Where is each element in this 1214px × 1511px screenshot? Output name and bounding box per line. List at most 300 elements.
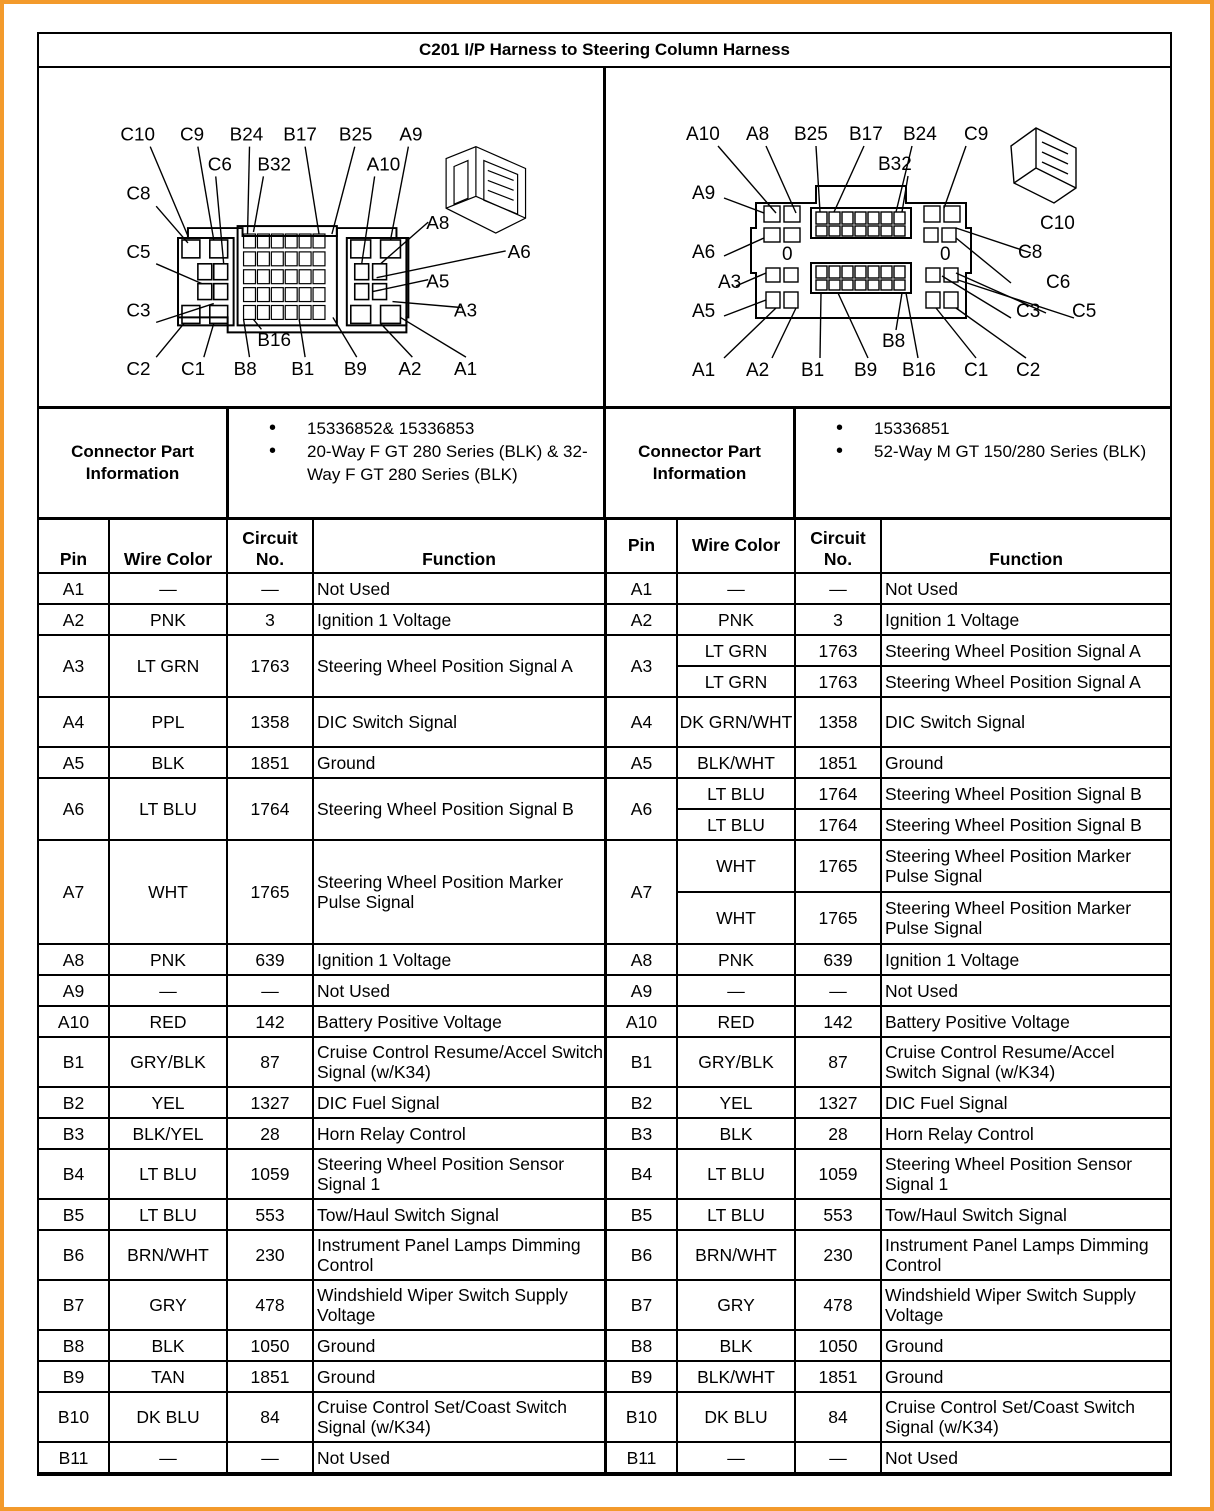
table-row <box>39 1361 606 1392</box>
wire-color-cell: LT BLU <box>109 1199 227 1230</box>
table-row <box>607 1006 1170 1037</box>
circuit-cell: — <box>227 1442 313 1473</box>
left-table-body <box>39 573 606 1473</box>
table-row <box>607 1037 1170 1087</box>
wire-color-cell: LT BLU <box>677 809 795 840</box>
pin-label: C10 <box>1040 213 1075 234</box>
list-item: • 15336851 <box>796 417 1170 440</box>
pin-cell: A2 <box>39 604 109 635</box>
table-row <box>39 1118 606 1149</box>
circuit-cell: 553 <box>795 1199 881 1230</box>
right-connector-drawing <box>606 68 1170 406</box>
circuit-cell: 1851 <box>795 1361 881 1392</box>
pin-cell: A6 <box>39 778 109 840</box>
function-cell: Ground <box>313 1361 606 1392</box>
pin-cell: A4 <box>39 697 109 747</box>
circuit-cell: — <box>227 975 313 1006</box>
pin-label: C2 <box>126 358 151 380</box>
pin-cell: B4 <box>607 1149 677 1199</box>
pin-cell: B10 <box>39 1392 109 1442</box>
table-row <box>607 1149 1170 1199</box>
pin-label: B25 <box>338 123 373 145</box>
function-cell: Ground <box>881 1361 1170 1392</box>
right-part-info <box>606 409 1170 517</box>
circuit-cell: 3 <box>795 604 881 635</box>
circuit-cell: 1059 <box>795 1149 881 1199</box>
list-item: • 20-Way F GT 280 Series (BLK) & 32-Way F GT 280 Series (BLK) <box>229 440 603 486</box>
circuit-cell: 1358 <box>227 697 313 747</box>
function-cell: Windshield Wiper Switch Supply Voltage <box>313 1280 606 1330</box>
table-row <box>607 1330 1170 1361</box>
pin-label: C6 <box>1046 272 1071 293</box>
circuit-cell: 87 <box>795 1037 881 1087</box>
circuit-cell: 230 <box>795 1230 881 1280</box>
circuit-cell: 478 <box>227 1280 313 1330</box>
wire-color-cell: BRN/WHT <box>109 1230 227 1280</box>
wire-color-cell: LT BLU <box>109 1149 227 1199</box>
wire-color-cell: PPL <box>109 697 227 747</box>
pin-label: C3 <box>126 299 151 321</box>
table-row <box>39 1280 606 1330</box>
pin-cell: A1 <box>39 573 109 604</box>
pin-label: A1 <box>692 360 716 381</box>
pin-label: B16 <box>902 360 936 381</box>
circuit-cell: 1851 <box>227 747 313 778</box>
circuit-cell: 1763 <box>795 666 881 697</box>
connector-part-info <box>39 409 1170 520</box>
function-cell: Not Used <box>313 975 606 1006</box>
wire-color-cell: LT GRN <box>677 666 795 697</box>
wire-color-cell: GRY/BLK <box>109 1037 227 1087</box>
table-row <box>39 1392 606 1442</box>
table-row <box>39 1330 606 1361</box>
wire-color-cell: PNK <box>109 604 227 635</box>
pin-label: A9 <box>692 183 716 204</box>
function-cell: Steering Wheel Position Marker Pulse Signal <box>313 840 606 944</box>
circuit-cell: 1851 <box>795 747 881 778</box>
function-cell: Not Used <box>881 1442 1170 1473</box>
table-row <box>607 892 1170 944</box>
function-cell: Windshield Wiper Switch Supply Voltage <box>881 1280 1170 1330</box>
right-table-body <box>607 573 1170 1473</box>
pin-cell: A10 <box>607 1006 677 1037</box>
list-item: • 52-Way M GT 150/280 Series (BLK) <box>796 440 1170 463</box>
pin-label: B17 <box>849 124 883 145</box>
pin-label: B25 <box>794 124 828 145</box>
pin-cell: B1 <box>607 1037 677 1087</box>
table-row <box>607 747 1170 778</box>
function-cell: Ground <box>313 1330 606 1361</box>
table-row <box>607 1230 1170 1280</box>
wire-color-cell: LT GRN <box>109 635 227 697</box>
function-cell: Ground <box>881 1330 1170 1361</box>
circuit-cell: 553 <box>227 1199 313 1230</box>
circuit-cell: 3 <box>227 604 313 635</box>
right-part-info-list <box>796 409 1170 517</box>
pin-cell: B5 <box>607 1199 677 1230</box>
pin-label: C8 <box>126 182 151 204</box>
table-row <box>39 975 606 1006</box>
pin-cell: B6 <box>607 1230 677 1280</box>
function-cell: Cruise Control Resume/Accel Switch Signal (w/K34) <box>881 1037 1170 1087</box>
wire-color-cell: WHT <box>677 892 795 944</box>
wire-color-cell: YEL <box>677 1087 795 1118</box>
pin-label: A8 <box>426 212 450 234</box>
pin-cell: A7 <box>39 840 109 944</box>
pin-cell: A2 <box>607 604 677 635</box>
function-cell: Tow/Haul Switch Signal <box>313 1199 606 1230</box>
pin-label: B24 <box>229 123 264 145</box>
pin-cell: B9 <box>607 1361 677 1392</box>
pin-cell: A8 <box>39 944 109 975</box>
function-cell: Cruise Control Set/Coast Switch Signal (w/K34) <box>313 1392 606 1442</box>
left-pinout-table <box>39 520 607 1474</box>
circuit-cell: 1763 <box>795 635 881 666</box>
wire-color-cell: LT BLU <box>677 1149 795 1199</box>
function-cell: Not Used <box>881 573 1170 604</box>
pinout-tables <box>39 520 1170 1474</box>
table-row <box>607 840 1170 892</box>
wire-color-cell: TAN <box>109 1361 227 1392</box>
wire-color-cell: DK BLU <box>677 1392 795 1442</box>
pin-label: B9 <box>854 360 878 381</box>
pin-cell: A5 <box>607 747 677 778</box>
pin-cell: A4 <box>607 697 677 747</box>
pin-cell: A6 <box>607 778 677 840</box>
pin-label: A3 <box>454 299 478 321</box>
circuit-cell: 1765 <box>795 892 881 944</box>
table-row <box>39 1149 606 1199</box>
wire-color-cell: WHT <box>109 840 227 944</box>
table-row <box>39 944 606 975</box>
pin-cell: B11 <box>607 1442 677 1473</box>
table-row <box>607 809 1170 840</box>
part-info-label: Connector Part Information <box>606 409 796 517</box>
function-cell: Steering Wheel Position Signal A <box>881 666 1170 697</box>
circuit-cell: 1851 <box>227 1361 313 1392</box>
list-item: • 15336852& 15336853 <box>229 417 603 440</box>
table-row <box>39 1230 606 1280</box>
pin-label: A6 <box>507 240 531 262</box>
function-cell: Steering Wheel Position Signal B <box>881 809 1170 840</box>
wire-color-cell: RED <box>109 1006 227 1037</box>
pin-label: A5 <box>692 301 716 322</box>
function-cell: Steering Wheel Position Signal A <box>881 635 1170 666</box>
table-header-row <box>39 520 606 573</box>
pin-cell: A8 <box>607 944 677 975</box>
wire-color-cell: BLK <box>109 747 227 778</box>
function-cell: Ignition 1 Voltage <box>881 604 1170 635</box>
wire-color-header: Wire Color <box>109 520 227 573</box>
pin-header: Pin <box>39 520 109 573</box>
pin-cell: B4 <box>39 1149 109 1199</box>
table-row <box>607 604 1170 635</box>
wire-color-cell: — <box>677 975 795 1006</box>
pin-cell: B8 <box>607 1330 677 1361</box>
pin-label: A2 <box>398 358 422 380</box>
circuit-cell: 1358 <box>795 697 881 747</box>
circuit-cell: 1765 <box>227 840 313 944</box>
function-cell: Ignition 1 Voltage <box>881 944 1170 975</box>
wire-color-cell: — <box>109 1442 227 1473</box>
table-row <box>607 1118 1170 1149</box>
table-row <box>39 604 606 635</box>
circuit-cell: 87 <box>227 1037 313 1087</box>
wire-color-cell: — <box>109 975 227 1006</box>
pin-label: B1 <box>291 358 315 380</box>
pin-label: C5 <box>126 240 151 262</box>
circuit-header: Circuit No. <box>227 520 313 573</box>
function-cell: Cruise Control Resume/Accel Switch Signal (w/K34) <box>313 1037 606 1087</box>
circuit-cell: 230 <box>227 1230 313 1280</box>
function-cell: Steering Wheel Position Signal A <box>313 635 606 697</box>
table-row <box>39 840 606 944</box>
table-row <box>39 697 606 747</box>
pin-cell: A5 <box>39 747 109 778</box>
circuit-cell: 1764 <box>227 778 313 840</box>
pin-label: B1 <box>801 360 825 381</box>
wire-color-cell: BLK <box>677 1330 795 1361</box>
wire-color-cell: WHT <box>677 840 795 892</box>
circuit-cell: 1765 <box>795 840 881 892</box>
pin-cell: B9 <box>39 1361 109 1392</box>
circuit-cell: 1059 <box>227 1149 313 1199</box>
circuit-cell: 639 <box>227 944 313 975</box>
pin-cell: B10 <box>607 1392 677 1442</box>
wire-color-cell: YEL <box>109 1087 227 1118</box>
circuit-cell: 142 <box>795 1006 881 1037</box>
table-row <box>39 1087 606 1118</box>
function-cell: DIC Switch Signal <box>313 697 606 747</box>
table-row <box>39 1199 606 1230</box>
circuit-cell: — <box>795 975 881 1006</box>
function-cell: Battery Positive Voltage <box>313 1006 606 1037</box>
right-pinout-table <box>607 520 1170 1474</box>
pin-label: C9 <box>179 123 205 145</box>
left-part-info <box>39 409 606 517</box>
wire-color-cell: PNK <box>677 944 795 975</box>
pin-label: C5 <box>1072 301 1097 322</box>
circuit-cell: 1764 <box>795 778 881 809</box>
wire-color-cell: LT GRN <box>677 635 795 666</box>
pin-label: C2 <box>1016 360 1041 381</box>
pin-cell: A7 <box>607 840 677 944</box>
wire-color-cell: BLK/YEL <box>109 1118 227 1149</box>
function-cell: Horn Relay Control <box>881 1118 1170 1149</box>
wire-color-cell: — <box>677 1442 795 1473</box>
pin-label: B17 <box>283 123 317 145</box>
wire-color-cell: DK GRN/WHT <box>677 697 795 747</box>
function-cell: Ignition 1 Voltage <box>313 604 606 635</box>
pin-label: A9 <box>399 123 423 145</box>
function-cell: Ground <box>881 747 1170 778</box>
wire-color-cell: LT BLU <box>677 1199 795 1230</box>
function-cell: Steering Wheel Position Signal B <box>313 778 606 840</box>
function-cell: DIC Fuel Signal <box>881 1087 1170 1118</box>
pin-cell: B2 <box>607 1087 677 1118</box>
pin-label: A6 <box>692 242 716 263</box>
pin-cell: B1 <box>39 1037 109 1087</box>
pin-label: C6 <box>207 153 232 175</box>
pin-cell: B7 <box>607 1280 677 1330</box>
wire-color-header: Wire Color <box>677 520 795 573</box>
table-row <box>607 1392 1170 1442</box>
circuit-header: Circuit No. <box>795 520 881 573</box>
pin-label: B16 <box>257 329 292 351</box>
circuit-cell: — <box>795 573 881 604</box>
wire-color-cell: GRY/BLK <box>677 1037 795 1087</box>
pin-label: A2 <box>746 360 770 381</box>
wire-color-cell: LT BLU <box>677 778 795 809</box>
pin-label: B8 <box>233 358 257 380</box>
function-header: Function <box>313 520 606 573</box>
wire-color-cell: BRN/WHT <box>677 1230 795 1280</box>
pin-cell: B3 <box>607 1118 677 1149</box>
pin-label: B9 <box>343 358 367 380</box>
table-row <box>39 635 606 697</box>
part-info-label: Connector Part Information <box>39 409 229 517</box>
wire-color-cell: — <box>677 573 795 604</box>
right-pin-labels <box>686 124 1096 381</box>
function-cell: Instrument Panel Lamps Dimming Control <box>881 1230 1170 1280</box>
pin-cell: B8 <box>39 1330 109 1361</box>
wire-color-cell: PNK <box>109 944 227 975</box>
wire-color-cell: BLK/WHT <box>677 1361 795 1392</box>
function-cell: Ground <box>313 747 606 778</box>
pin-label: C9 <box>964 124 989 145</box>
wire-color-cell: — <box>109 573 227 604</box>
wire-color-cell: BLK/WHT <box>677 747 795 778</box>
function-header: Function <box>881 520 1170 573</box>
circuit-cell: 478 <box>795 1280 881 1330</box>
pin-label: 0 <box>782 244 793 265</box>
circuit-cell: 1050 <box>227 1330 313 1361</box>
circuit-cell: 1763 <box>227 635 313 697</box>
function-cell: Not Used <box>881 975 1170 1006</box>
connector-diagram-right <box>606 68 1170 406</box>
wire-color-cell: LT BLU <box>109 778 227 840</box>
pin-label: B8 <box>882 331 906 352</box>
pin-label: A8 <box>746 124 770 145</box>
pin-label: 0 <box>940 244 951 265</box>
table-row <box>607 975 1170 1006</box>
wire-color-cell: RED <box>677 1006 795 1037</box>
table-row <box>607 635 1170 666</box>
table-row <box>607 1442 1170 1473</box>
pin-cell: B2 <box>39 1087 109 1118</box>
function-cell: Ignition 1 Voltage <box>313 944 606 975</box>
circuit-cell: 1764 <box>795 809 881 840</box>
circuit-cell: 1050 <box>795 1330 881 1361</box>
table-row <box>607 573 1170 604</box>
table-row <box>39 1037 606 1087</box>
table-row <box>39 1006 606 1037</box>
left-connector-drawing <box>39 68 603 406</box>
pin-label: B32 <box>878 154 912 175</box>
circuit-cell: 28 <box>227 1118 313 1149</box>
pinout-document <box>37 32 1172 1476</box>
connector-diagrams <box>39 68 1170 409</box>
table-row <box>39 778 606 840</box>
pin-label: A3 <box>718 272 742 293</box>
circuit-cell: 84 <box>795 1392 881 1442</box>
function-cell: Steering Wheel Position Signal B <box>881 778 1170 809</box>
table-row <box>39 747 606 778</box>
pin-cell: B5 <box>39 1199 109 1230</box>
function-cell: Battery Positive Voltage <box>881 1006 1170 1037</box>
document-title: C201 I/P Harness to Steering Column Harness <box>39 34 1170 68</box>
table-row <box>607 944 1170 975</box>
circuit-cell: 84 <box>227 1392 313 1442</box>
table-row <box>607 778 1170 809</box>
wire-color-cell: DK BLU <box>109 1392 227 1442</box>
function-cell: Tow/Haul Switch Signal <box>881 1199 1170 1230</box>
circuit-cell: — <box>795 1442 881 1473</box>
pin-cell: B3 <box>39 1118 109 1149</box>
pin-label: C8 <box>1018 242 1043 263</box>
table-row <box>607 1087 1170 1118</box>
table-row <box>607 1280 1170 1330</box>
wire-color-cell: GRY <box>677 1280 795 1330</box>
table-row <box>607 666 1170 697</box>
function-cell: Not Used <box>313 1442 606 1473</box>
left-part-info-list <box>229 409 603 517</box>
pin-cell: A9 <box>607 975 677 1006</box>
circuit-cell: 142 <box>227 1006 313 1037</box>
table-row <box>39 1442 606 1473</box>
pin-cell: A9 <box>39 975 109 1006</box>
circuit-cell: — <box>227 573 313 604</box>
function-cell: Not Used <box>313 573 606 604</box>
pin-cell: B11 <box>39 1442 109 1473</box>
pin-label: B24 <box>903 124 937 145</box>
pin-label: A1 <box>454 358 478 380</box>
pin-cell: A1 <box>607 573 677 604</box>
table-row <box>39 573 606 604</box>
function-cell: Steering Wheel Position Sensor Signal 1 <box>313 1149 606 1199</box>
table-row <box>607 697 1170 747</box>
pin-label: C1 <box>964 360 989 381</box>
pin-label: A10 <box>686 124 720 145</box>
pin-label: C3 <box>1016 301 1041 322</box>
connector-diagram-left <box>39 68 606 406</box>
pin-cell: B6 <box>39 1230 109 1280</box>
wire-color-cell: PNK <box>677 604 795 635</box>
pin-cell: A3 <box>39 635 109 697</box>
pin-cell: B7 <box>39 1280 109 1330</box>
function-cell: DIC Fuel Signal <box>313 1087 606 1118</box>
wire-color-cell: BLK <box>109 1330 227 1361</box>
circuit-cell: 639 <box>795 944 881 975</box>
circuit-cell: 1327 <box>227 1087 313 1118</box>
wire-color-cell: BLK <box>677 1118 795 1149</box>
circuit-cell: 28 <box>795 1118 881 1149</box>
pin-label: C1 <box>180 358 206 380</box>
function-cell: Steering Wheel Position Marker Pulse Signal <box>881 840 1170 892</box>
function-cell: Horn Relay Control <box>313 1118 606 1149</box>
function-cell: Steering Wheel Position Marker Pulse Signal <box>881 892 1170 944</box>
pin-cell: A3 <box>607 635 677 697</box>
table-row <box>607 1199 1170 1230</box>
table-header-row <box>607 520 1170 573</box>
pin-label: A5 <box>426 270 450 292</box>
function-cell: DIC Switch Signal <box>881 697 1170 747</box>
pin-cell: A10 <box>39 1006 109 1037</box>
pin-label: A10 <box>366 153 401 175</box>
function-cell: Instrument Panel Lamps Dimming Control <box>313 1230 606 1280</box>
circuit-cell: 1327 <box>795 1087 881 1118</box>
function-cell: Cruise Control Set/Coast Switch Signal (w/K34) <box>881 1392 1170 1442</box>
